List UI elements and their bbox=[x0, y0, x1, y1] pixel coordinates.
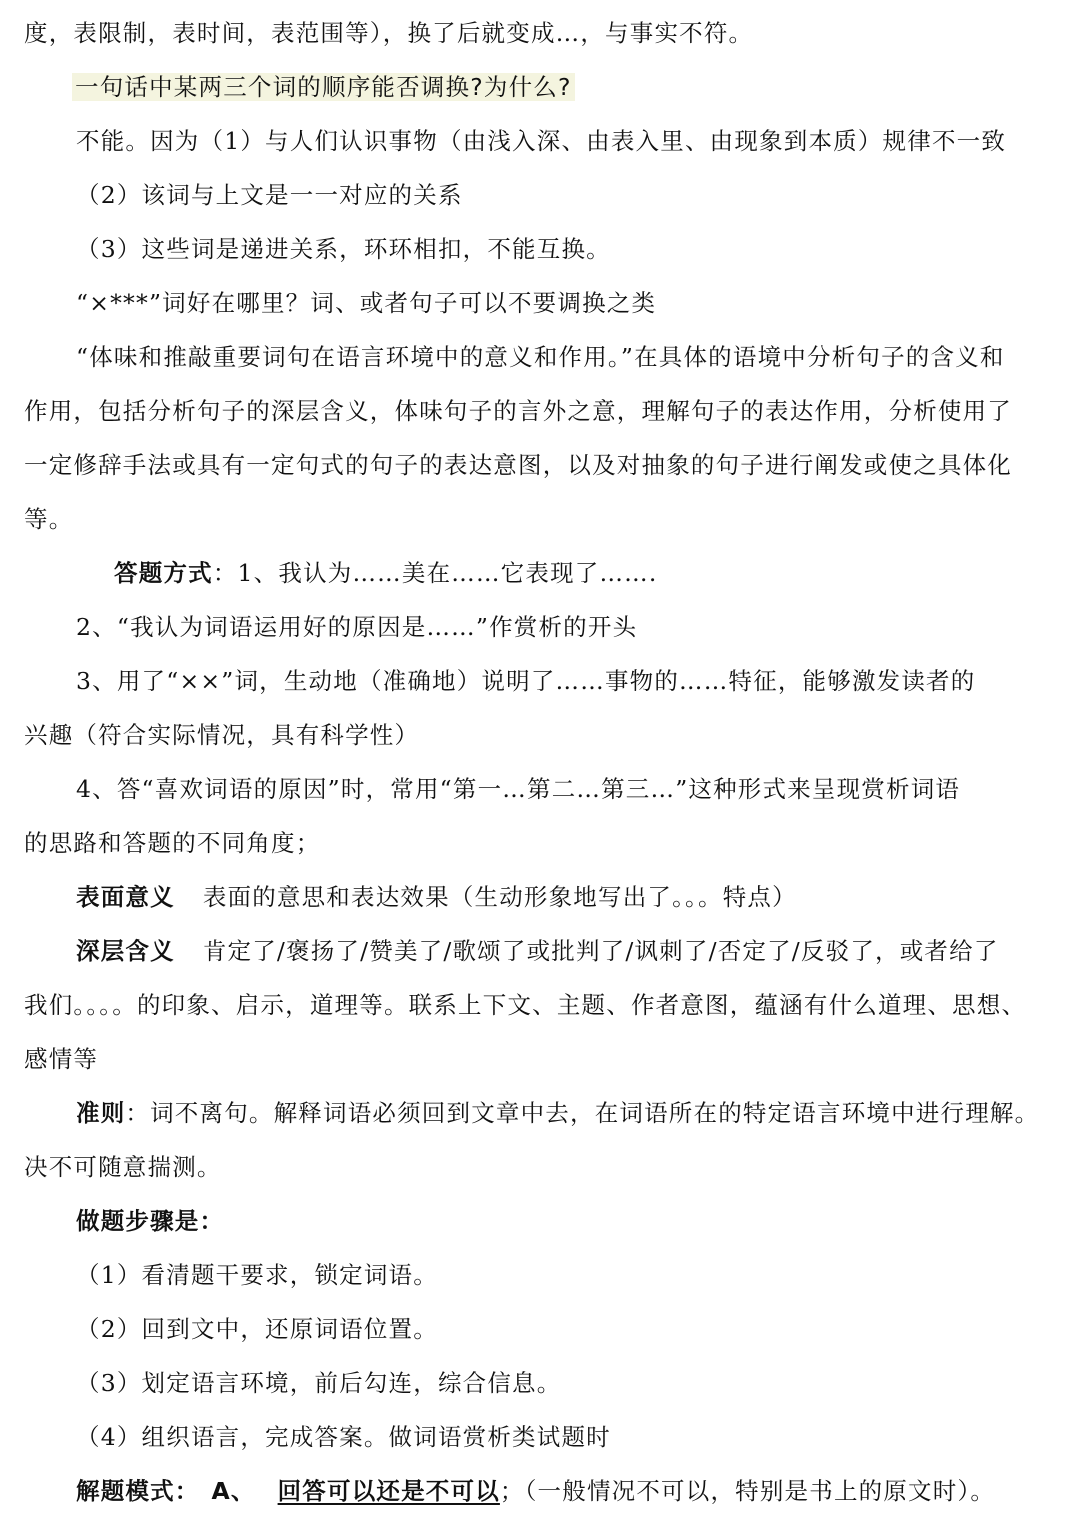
steps-heading bbox=[0, 1194, 1080, 1248]
answer-method-label: 答题方式 bbox=[114, 559, 213, 587]
text-line-content: （2）该词与上文是一一对应的关系 bbox=[76, 181, 463, 209]
step-item bbox=[0, 1356, 1080, 1410]
text-line-content: （3）划定语言环境，前后勾连，综合信息。 bbox=[76, 1369, 562, 1397]
text-line-content: 等。 bbox=[24, 505, 74, 533]
deep-meaning-line bbox=[0, 924, 1080, 978]
paragraph-line bbox=[0, 492, 1080, 546]
underlined-answer: 回答可以还是不可以 bbox=[277, 1477, 500, 1505]
text-line-content: （3）这些词是递进关系，环环相扣，不能互换。 bbox=[76, 235, 611, 263]
text-line bbox=[0, 978, 1080, 1032]
text-line bbox=[0, 1140, 1080, 1194]
step-item bbox=[0, 1248, 1080, 1302]
text-line-content: “×***”词好在哪里？词、或者句子可以不要调换之类 bbox=[76, 289, 657, 317]
question-text: 一句话中某两三个词的顺序能否调换?为什么? bbox=[72, 73, 575, 101]
list-item-continuation bbox=[0, 708, 1080, 762]
text-line-content: 3、用了“××”词，生动地（准确地）说明了……事物的……特征，能够激发读者的 bbox=[76, 667, 976, 695]
text-line-content: 度，表限制，表时间，表范围等），换了后就变成…，与事实不符。 bbox=[24, 19, 754, 47]
text-line bbox=[0, 222, 1080, 276]
text-line-content: 一定修辞手法或具有一定句式的句子的表达意图，以及对抽象的句子进行阐发或使之具体化 bbox=[24, 451, 1012, 479]
paragraph-line bbox=[0, 438, 1080, 492]
steps-heading-text: 做题步骤是： bbox=[76, 1207, 225, 1235]
text-line-content: （1）看清题干要求，锁定词语。 bbox=[76, 1261, 438, 1289]
surface-meaning-line bbox=[0, 870, 1080, 924]
text-line bbox=[0, 276, 1080, 330]
option-a-label: A、 bbox=[211, 1477, 256, 1505]
text-line bbox=[0, 114, 1080, 168]
answer-method-line bbox=[0, 546, 1080, 600]
principle-line bbox=[0, 1086, 1080, 1140]
list-item bbox=[0, 600, 1080, 654]
highlighted-question bbox=[0, 60, 1080, 114]
principle-label: 准则 bbox=[76, 1099, 126, 1127]
paragraph-line bbox=[0, 384, 1080, 438]
surface-meaning-label: 表面意义 bbox=[76, 883, 175, 911]
text-line-content: 的思路和答题的不同角度； bbox=[24, 829, 321, 857]
principle-text: ：词不离句。解释词语必须回到文章中去，在词语所在的特定语言环境中进行理解。 bbox=[125, 1099, 1040, 1127]
text-line-content: （4）组织语言，完成答案。做词语赏析类试题时 bbox=[76, 1423, 611, 1451]
step-item bbox=[0, 1302, 1080, 1356]
text-line-content: 兴趣（符合实际情况，具有科学性） bbox=[24, 721, 420, 749]
text-line-content: 不能。因为（1）与人们认识事物（由浅入深、由表入里、由现象到本质）规律不一致 bbox=[76, 127, 1007, 155]
surface-meaning-text: 表面的意思和表达效果（生动形象地写出了。。。特点） bbox=[202, 883, 797, 911]
deep-meaning-text: 肯定了/褒扬了/赞美了/歌颂了或批判了/讽刺了/否定了/反驳了，或者给了 bbox=[202, 937, 999, 965]
paragraph-line bbox=[0, 330, 1080, 384]
text-line-content: 感情等 bbox=[24, 1045, 99, 1073]
text-line bbox=[0, 168, 1080, 222]
solving-pattern-text: ；（一般情况不可以，特别是书上的原文时）。 bbox=[499, 1477, 996, 1505]
text-line-content: 决不可随意揣测。 bbox=[24, 1153, 222, 1181]
solving-pattern-line bbox=[0, 1464, 1080, 1518]
text-line-content: 4、答“喜欢词语的原因”时，常用“第一…第二…第三…”这种形式来呈现赏析词语 bbox=[76, 775, 961, 803]
list-item bbox=[0, 762, 1080, 816]
step-item bbox=[0, 1410, 1080, 1464]
text-line-content: （2）回到文中，还原词语位置。 bbox=[76, 1315, 438, 1343]
text-line-content: 我们。。。。的印象、启示，道理等。联系上下文、主题、作者意图，蕴涵有什么道理、思想、 bbox=[24, 991, 1027, 1019]
text-line-content: 作用，包括分析句子的深层含义，体味句子的言外之意，理解句子的表达作用，分析使用了 bbox=[24, 397, 1012, 425]
deep-meaning-label: 深层含义 bbox=[76, 937, 175, 965]
text-line-content: 2、“我认为词语运用好的原因是……”作赏析的开头 bbox=[76, 613, 638, 641]
text-line-content: “体味和推敲重要词句在语言环境中的意义和作用。”在具体的语境中分析句子的含义和 bbox=[76, 343, 1005, 371]
answer-method-text: ：1、我认为……美在……它表现了……. bbox=[212, 559, 658, 587]
list-item bbox=[0, 654, 1080, 708]
text-line bbox=[0, 1032, 1080, 1086]
solving-pattern-label: 解题模式： bbox=[76, 1477, 200, 1505]
list-item-continuation bbox=[0, 816, 1080, 870]
text-line bbox=[0, 6, 1080, 60]
